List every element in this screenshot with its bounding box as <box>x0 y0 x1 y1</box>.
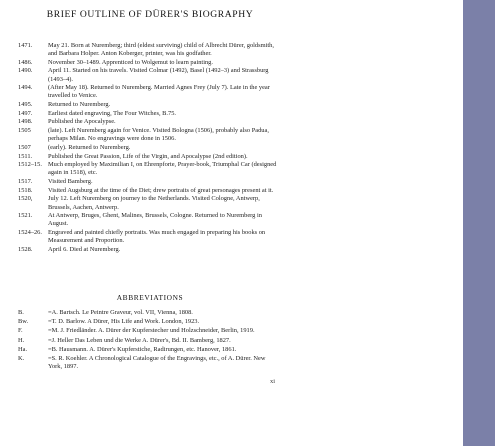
biography-entry <box>18 229 280 245</box>
biography-entry <box>18 195 280 211</box>
biography-entry <box>18 178 280 186</box>
entry-year: 1520, <box>18 195 33 203</box>
biography-entry <box>18 127 280 143</box>
biography-entry <box>18 67 280 83</box>
biography-entry <box>18 187 280 195</box>
entry-text: Visited Bamberg. <box>48 178 93 186</box>
abbreviation-code: B. <box>18 309 24 316</box>
entry-year: 1518. <box>18 186 33 194</box>
abbreviation-entry <box>18 327 280 335</box>
entry-text: At Antwerp, Bruges, Ghent, Malines, Brussels, Cologne. Returned to Nuremberg in August. <box>48 212 262 228</box>
abbreviation-text: =J. Heller Das Leben und die Werke A. Dürer's, Bd. II. Bamberg, 1827. <box>48 336 231 344</box>
entry-year: 1498. <box>18 118 33 126</box>
biography-entry <box>18 101 280 109</box>
entry-text: Published the Apocalypse. <box>48 118 116 126</box>
abbreviation-code: H. <box>18 336 25 344</box>
abbreviation-code: Ha. <box>18 345 28 353</box>
abbreviation-text: =T. D. Barlow. A Dürer, His Life and Work. London, 1923. <box>48 318 200 326</box>
entry-text: (late). Left Nuremberg again for Venice. Visited Bologna (1506), probably also Padua, perhaps Milan. No engravings were done in 1506. <box>48 127 269 143</box>
abbreviation-code: F. <box>18 327 23 335</box>
abbreviation-entry <box>18 346 280 354</box>
entry-text: Visited Augsburg at the time of the Diet; drew portraits of great personages present at it. <box>48 186 274 194</box>
biography-entry <box>18 153 280 161</box>
abbreviation-entry <box>18 337 280 345</box>
entry-text: July 12. Left Nuremberg on journey to the Netherlands. Visited Cologne, Antwerp, Brussels, Aachen, Antwerp. <box>48 195 260 211</box>
biography-entry <box>18 212 280 228</box>
entry-year: 1517. <box>18 178 33 186</box>
entry-year: 1471. <box>18 42 33 49</box>
biography-entry <box>18 42 280 58</box>
biography-entry <box>18 110 280 118</box>
biography-entry <box>18 118 280 126</box>
abbreviation-entry <box>18 309 280 317</box>
entry-text: Engraved and painted chiefly portraits. Was much engaged in preparing his books on Measurement and Proportion. <box>48 228 266 245</box>
entry-year: 1521. <box>18 212 33 220</box>
abbreviation-entry <box>18 318 280 326</box>
abbreviation-code: K. <box>18 354 25 362</box>
abbreviation-code: Bw. <box>18 318 29 326</box>
biography-entry <box>18 246 280 254</box>
entry-text: Earliest dated engraving, The Four Witches, B.75. <box>48 109 176 117</box>
entry-year: 1490. <box>18 67 33 75</box>
entry-text: April 11. Started on his travels. Visited Colmar (1492), Basel (1492–3) and Strassburg (1493–4). <box>48 67 269 83</box>
abbreviation-text: =A. Bartsch. Le Peintre Graveur, vol. VII, Vienna, 1808. <box>48 309 193 316</box>
page-number: xi <box>270 378 275 385</box>
entry-year: 1494. <box>18 84 33 92</box>
entry-text: May 21. Born at Nuremberg; third (eldest surviving) child of Albrecht Dürer, goldsmith, and Barbara Holper. Anton Koberger, printer, was his godfather. <box>48 42 274 58</box>
entry-year: 1512–15. <box>18 161 42 169</box>
entry-year: 1497. <box>18 109 33 117</box>
entry-year: 1505 <box>18 127 31 135</box>
entry-text: Much employed by Maximilian I, on Ehrenpforte, Prayer-book, Triumphal Car (designed again in 1518), etc. <box>48 161 277 177</box>
abbreviation-text: =M. J. Friedländer. A. Dürer der Kupferstecher und Holzschneider, Berlin, 1919. <box>48 327 255 335</box>
abbreviation-text: =B. Hausmann. A. Dürer's Kupferstiche, Radirungen, etc. Hanover, 1861. <box>48 345 237 353</box>
abbreviations-list <box>18 309 280 372</box>
biography-entry <box>18 59 280 67</box>
entry-text: (early). Returned to Nuremberg. <box>48 143 131 151</box>
entry-year: 1528. <box>18 245 33 253</box>
abbreviations-heading: ABBREVIATIONS <box>116 293 184 302</box>
entry-year: 1495. <box>18 101 33 109</box>
entry-text: Published the Great Passion, Life of the Virgin, and Apocalypse (2nd edition). <box>48 152 248 160</box>
entry-year: 1486. <box>18 58 33 66</box>
biography-entry <box>18 84 280 100</box>
entry-year: 1511. <box>18 152 33 160</box>
abbreviation-entry <box>18 355 280 371</box>
entry-year: 1524–26. <box>18 228 42 236</box>
entry-text: April 6. Died at Nuremberg. <box>48 245 121 253</box>
entry-text: (After May 18). Returned to Nuremberg. Married Agnes Frey (July 7). Late in the year travelled to Venice. <box>48 84 270 100</box>
entry-text: November 30–1489. Apprenticed to Wolgemut to learn painting. <box>48 58 213 66</box>
biography-entry <box>18 161 280 177</box>
biography-list <box>18 42 280 254</box>
biography-entry <box>18 144 280 152</box>
entry-text: Returned to Nuremberg. <box>48 101 111 109</box>
page-title: BRIEF OUTLINE OF DÜRER'S BIOGRAPHY <box>46 9 254 20</box>
entry-year: 1507 <box>18 143 31 151</box>
abbreviation-text: =S. R. Koehler. A Chronological Catalogue of the Engravings, etc., of A. Dürer. New York, 1897. <box>48 354 266 371</box>
